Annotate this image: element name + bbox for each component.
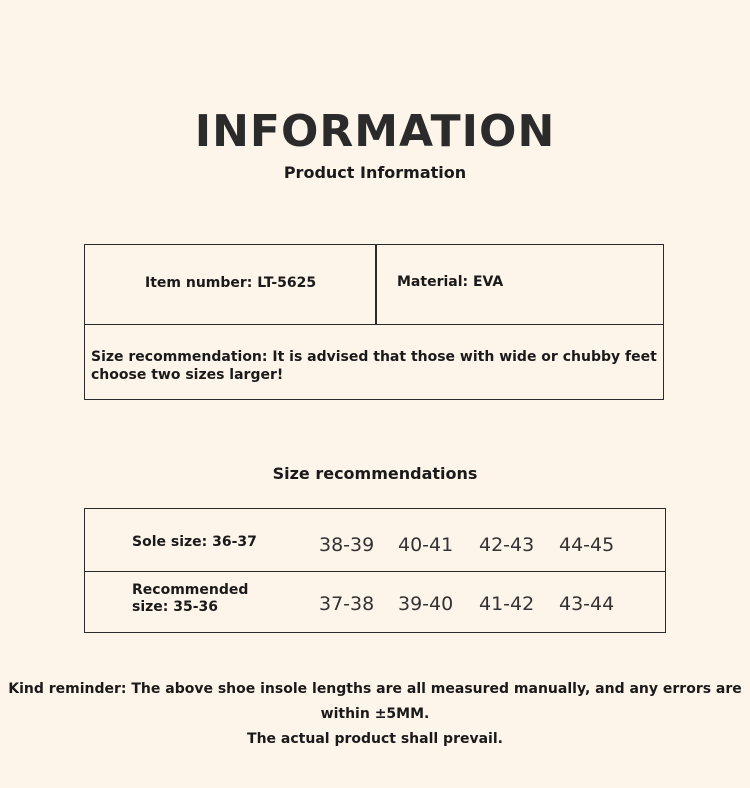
sole-size-label: Sole size: 36-37: [132, 534, 257, 550]
page-title: INFORMATION: [194, 106, 556, 157]
recommended-size-label: Recommended size: 35-36: [132, 582, 249, 615]
size-value: 39-40: [398, 593, 454, 615]
info-table-row: [85, 245, 663, 325]
size-section-heading: Size recommendations: [272, 464, 478, 483]
size-table-row: [85, 509, 665, 572]
size-value: 41-42: [479, 593, 535, 615]
reminder-line-2: The actual product shall prevail.: [247, 731, 503, 747]
cell-divider: [375, 245, 377, 325]
material-text: Material: EVA: [397, 274, 504, 290]
size-value: 43-44: [559, 593, 615, 615]
size-value: 37-38: [319, 593, 375, 615]
size-value: 44-45: [559, 534, 615, 556]
size-table-row: [85, 572, 665, 632]
size-value: 38-39: [319, 534, 375, 556]
size-table: [84, 508, 666, 633]
size-value: 40-41: [398, 534, 454, 556]
size-recommendation-text: Size recommendation: It is advised that those with wide or chubby feet choose two sizes larger!: [91, 349, 657, 383]
page-subtitle: Product Information: [283, 163, 467, 182]
kind-reminder: [0, 677, 750, 752]
item-number-text: Item number: LT-5625: [145, 275, 317, 291]
size-value: 42-43: [479, 534, 535, 556]
reminder-line-1: Kind reminder: The above shoe insole lengths are all measured manually, and any errors are within ±5MM.: [8, 681, 742, 722]
